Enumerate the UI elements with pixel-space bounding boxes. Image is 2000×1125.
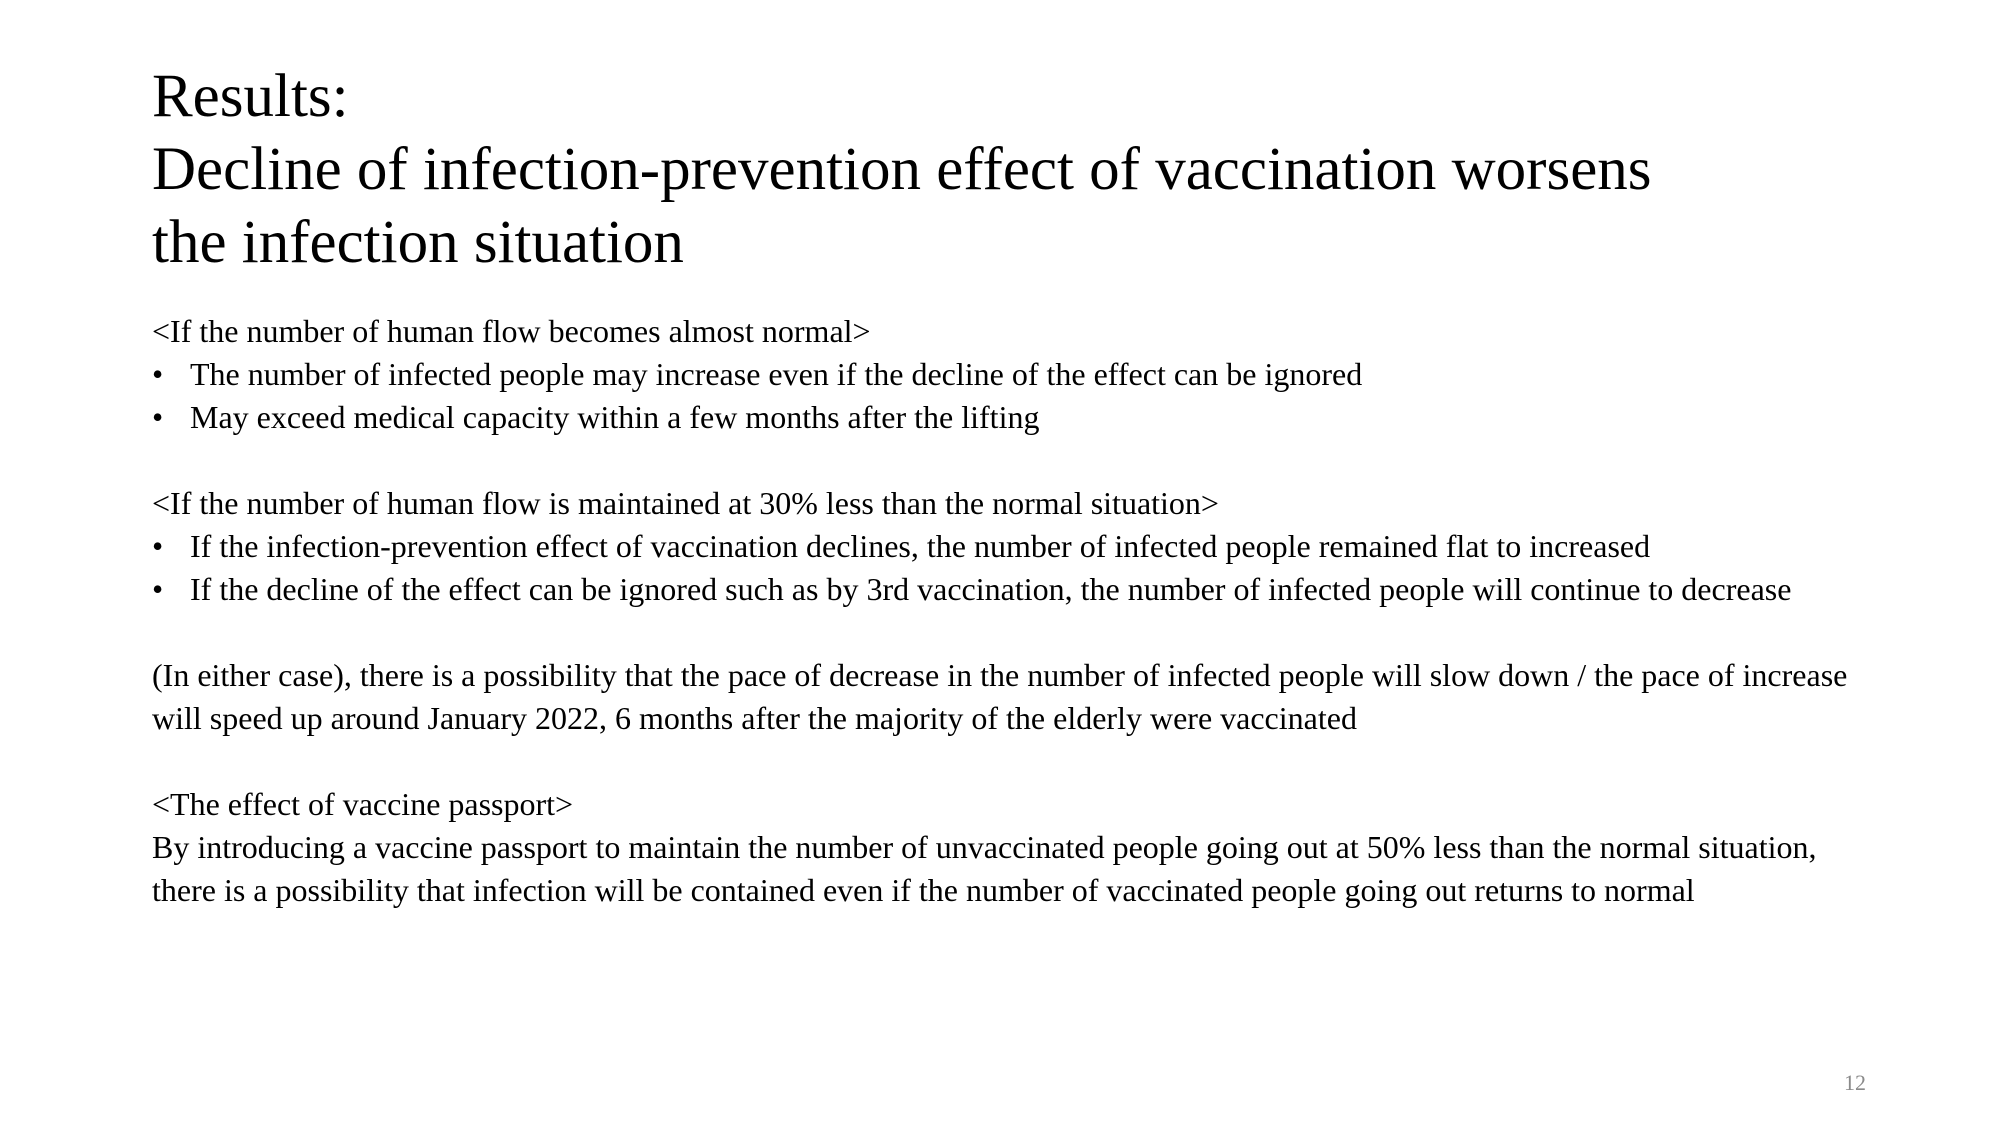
bullet-icon: • [152, 399, 164, 435]
bullet-icon: • [152, 356, 164, 392]
bullet-item [152, 353, 1872, 396]
bullet-item [152, 525, 1872, 568]
spacer [152, 439, 1872, 482]
title-line: the infection situation [152, 209, 684, 276]
bullet-item [152, 396, 1872, 439]
bullet-text: If the infection-prevention effect of vaccination declines, the number of infected people remained flat to increased [190, 528, 1651, 564]
vaccine-passport-paragraph: By introducing a vaccine passport to maintain the number of unvaccinated people going out at 50% less than the normal situation, there is a possibility that infection will be contained even if the number of vaccinated people going out returns to normal [152, 829, 1817, 908]
section-heading: <If the number of human flow is maintained at 30% less than the normal situation> [152, 485, 1219, 521]
bullet-text: If the decline of the effect can be ignored such as by 3rd vaccination, the number of infected people will continue to decrease [190, 571, 1792, 607]
bullet-item [152, 568, 1872, 611]
spacer [152, 740, 1872, 783]
page-number: 12 [1844, 1070, 1866, 1095]
section-heading: <If the number of human flow becomes almost normal> [152, 313, 871, 349]
slide-body [152, 310, 1872, 912]
title-line: Results: [152, 63, 349, 130]
bullet-text: May exceed medical capacity within a few months after the lifting [190, 399, 1040, 435]
section-heading: <The effect of vaccine passport> [152, 786, 574, 822]
bullet-text: The number of infected people may increase even if the decline of the effect can be ignored [190, 356, 1363, 392]
bullet-icon: • [152, 571, 164, 607]
title-line: Decline of infection-prevention effect of vaccination worsens [152, 136, 1652, 203]
bullet-icon: • [152, 528, 164, 564]
spacer [152, 611, 1872, 654]
either-case-paragraph: (In either case), there is a possibility that the pace of decrease in the number of infected people will slow down / the pace of increase will speed up around January 2022, 6 months after the majority of the elderly were vaccinated [152, 657, 1848, 736]
slide-title [152, 60, 1872, 279]
